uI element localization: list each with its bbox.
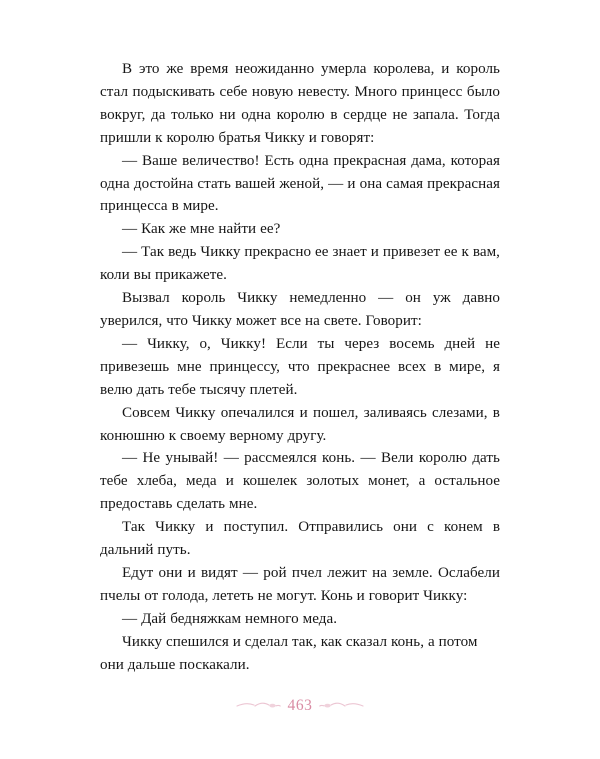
flourish-right-icon (319, 699, 365, 713)
paragraph: Вызвал король Чикку немедленно — он уж давно уверился, что Чикку может все на свете. Говорит: (100, 290, 500, 329)
paragraph: — Дай бедняжкам немного меда. (122, 610, 338, 627)
page-text-body (100, 58, 500, 676)
page-footer-folio (0, 693, 600, 719)
paragraph: Едут они и видят — рой пчел лежит на земле. Ослабели пчелы от голода, лететь не могут. Конь и говорит Чикку: (100, 564, 500, 604)
paragraph: — Как же мне найти ее? (122, 221, 281, 238)
paragraph: В это же время неожиданно умерла королева, и король стал подыскивать себе новую невесту. Много принцесс было вокруг, да только ни одна королю в сердце не запала. Тогда пришли к королю братья Чикку и говорят: (100, 61, 500, 146)
flourish-left-icon (235, 699, 281, 713)
paragraph: Так Чикку и поступил. Отправились они с конем в дальний путь. (100, 519, 500, 559)
paragraph: — Не унывай! — рассмеялся конь. — Вели королю дать тебе хлеба, меда и кошелек золотых монет, а остальное предоставь сделать мне. (100, 450, 500, 513)
paragraph: — Ваше величество! Есть одна прекрасная дама, которая одна достойна стать вашей женой, — и она самая прекрасная принцесса в мире. (100, 152, 500, 215)
paragraph: — Так ведь Чикку прекрасно ее знает и привезет ее к вам, коли вы прикажете. (100, 244, 500, 284)
paragraph: — Чикку, о, Чикку! Если ты через восемь дней не привезешь мне принцессу, что прекраснее всех в мире, я велю дать тебе тысячу плетей. (100, 335, 500, 398)
page-number: 463 (287, 697, 313, 715)
paragraph: Чикку спешился и сделал так, как сказал конь, а потом они дальше поскакали. (100, 633, 478, 673)
paragraph: Совсем Чикку опечалился и пошел, заливаясь слезами, в конюшню к своему верному другу. (100, 404, 500, 444)
